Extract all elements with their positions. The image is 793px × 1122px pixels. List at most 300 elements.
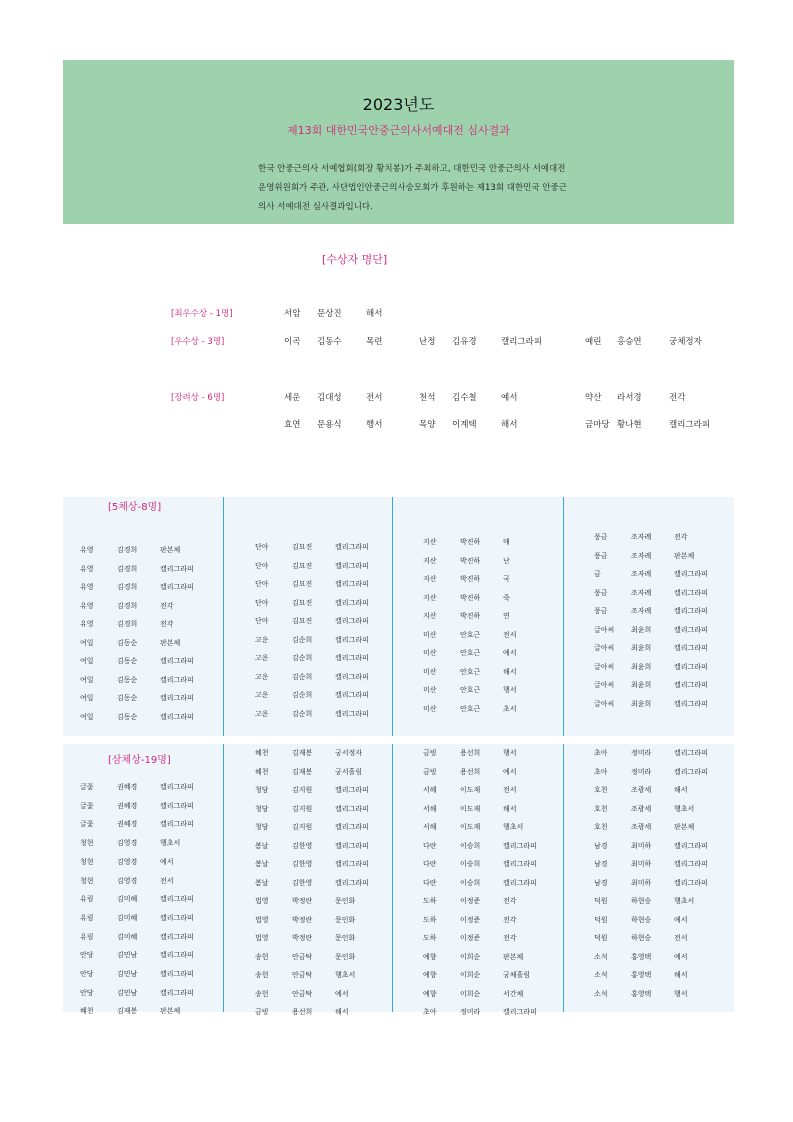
five-style-title: [5체상-8명] — [108, 502, 162, 513]
winner-name: 이희순 — [460, 971, 481, 979]
winner-name: 조자례 — [631, 551, 652, 560]
category: 전각 — [503, 934, 517, 942]
pen-name: 글꽃 — [80, 820, 94, 829]
winner-name: 조자례 — [631, 607, 652, 615]
category: 캘리그라피 — [335, 598, 369, 607]
pen-name: 혜천 — [255, 767, 269, 776]
pen-name: 글아씨 — [594, 625, 615, 634]
category: 서간체 — [503, 989, 524, 998]
award-label: [우수상 - 3명] — [171, 337, 225, 347]
category: 문인화 — [335, 915, 356, 924]
pen-name: 덕원 — [594, 934, 608, 942]
category: 행초서 — [674, 897, 695, 905]
category: 캘리그라피 — [674, 607, 708, 615]
category: 캘리그라피 — [674, 681, 708, 689]
category: 캘리그라피 — [160, 951, 194, 960]
pen-name: 금빙 — [423, 749, 437, 757]
pen-name: 도하 — [423, 934, 437, 942]
category: 해서 — [503, 667, 517, 676]
category: 행서 — [503, 686, 517, 694]
winner-name: 최미하 — [631, 860, 652, 868]
winner-name: 최미하 — [631, 878, 652, 887]
pen-name: 봄날 — [255, 878, 269, 887]
category: 캘리그라피 — [674, 662, 708, 671]
pen-name: 천석 — [419, 393, 436, 403]
category: 캘리그라피 — [335, 561, 369, 570]
intro-line: 운영위원회가 주관, 사단법인안중근의사숭모회가 후원하는 제13회 대한민국 안중근 — [258, 183, 567, 193]
category: 캘리그라피 — [674, 767, 708, 776]
pen-name: 남경 — [594, 841, 608, 850]
winner-name: 조광세 — [631, 786, 652, 794]
pen-name: 초아 — [594, 767, 608, 776]
category: 전각 — [503, 915, 517, 924]
category: 캘리그라피 — [160, 657, 194, 665]
category: 행초서 — [503, 823, 524, 831]
category: 죽 — [503, 593, 510, 602]
category: 캘리그라피 — [335, 860, 369, 868]
winner-name: 김동순 — [117, 694, 138, 702]
pen-name: 글아씨 — [594, 699, 615, 708]
winner-name: 이희순 — [460, 952, 481, 961]
category: 전각 — [674, 533, 688, 541]
winner-name: 조자례 — [631, 533, 652, 541]
pen-name: 유영 — [80, 546, 94, 554]
category: 전각 — [503, 897, 517, 905]
category: 해서 — [335, 1008, 349, 1016]
category: 캘리그라피 — [160, 970, 194, 978]
winner-name: 김한영 — [292, 878, 313, 887]
pen-name: 초아 — [423, 1008, 437, 1016]
pen-name: 다란 — [423, 841, 437, 850]
pen-name: 여일 — [80, 712, 94, 721]
pen-name: 약산 — [585, 393, 602, 403]
column-divider — [563, 744, 564, 1012]
category: 캘리그라피 — [501, 337, 543, 347]
winner-name: 이승희 — [460, 841, 481, 850]
category: 캘리그라피 — [674, 625, 708, 634]
pen-name: 봄날 — [255, 860, 269, 868]
winner-name: 김대성 — [317, 393, 342, 403]
category: 캘리그라피 — [335, 543, 369, 551]
pen-name: 봄날 — [255, 841, 269, 850]
winner-name: 이승희 — [460, 860, 481, 868]
category: 캘리그라피 — [335, 654, 369, 662]
pen-name: 초아 — [594, 749, 608, 757]
category: 판본체 — [160, 638, 181, 647]
winner-name: 안호근 — [460, 686, 481, 694]
category: 캘리그라피 — [674, 749, 708, 757]
category: 궁서흘림 — [335, 767, 363, 776]
category: 예서 — [674, 952, 688, 961]
winner-name: 김미혜 — [117, 895, 138, 904]
pen-name: 청담 — [255, 804, 269, 813]
pen-name: 유영 — [80, 564, 94, 573]
pen-name: 풍금 — [594, 607, 608, 615]
pen-name: 단아 — [255, 543, 269, 551]
category: 캘리그라피 — [160, 820, 194, 829]
category: 해서 — [674, 971, 688, 979]
winner-name: 김지원 — [292, 823, 313, 831]
winner-name: 최윤희 — [631, 681, 652, 689]
winner-name: 용선희 — [460, 767, 481, 776]
winner-name: 정미라 — [631, 749, 652, 757]
pen-name: 여일 — [80, 657, 94, 665]
category: 해서 — [503, 804, 517, 813]
pen-name: 호천 — [594, 786, 608, 794]
pen-name: 예향 — [423, 952, 437, 961]
pen-name: 소석 — [594, 971, 608, 979]
winner-name: 김영경 — [117, 839, 138, 848]
category: 전각 — [669, 393, 686, 403]
pen-name: 청현 — [80, 839, 94, 848]
category: 문인화 — [335, 934, 356, 942]
pen-name: 호천 — [594, 823, 608, 831]
award-label: [장려상 - 6명] — [171, 393, 225, 403]
pen-name: 청현 — [80, 876, 94, 885]
pen-name: 지산 — [423, 575, 437, 583]
pen-name: 덕원 — [594, 897, 608, 905]
pen-name: 지산 — [423, 538, 437, 546]
category: 캘리그라피 — [335, 878, 369, 887]
pen-name: 유림 — [80, 932, 94, 941]
pen-name: 유영 — [80, 583, 94, 591]
winner-name: 권혜경 — [117, 801, 138, 810]
winner-name: 안호근 — [460, 704, 481, 713]
category: 연 — [503, 612, 510, 620]
category: 행서 — [366, 420, 383, 430]
pen-name: 난정 — [419, 337, 436, 347]
winner-name: 김지원 — [292, 804, 313, 813]
column-divider — [392, 497, 393, 736]
award-label: [최우수상 - 1명] — [171, 309, 233, 319]
category: 행서 — [674, 989, 688, 998]
pen-name: 풍금 — [594, 588, 608, 597]
winner-name: 이희순 — [460, 989, 481, 998]
category: 해서 — [501, 420, 518, 430]
winner-name: 김수철 — [452, 393, 477, 403]
winner-name: 김경희 — [117, 601, 138, 610]
winner-name: 박정란 — [292, 915, 313, 924]
pen-name: 이곡 — [284, 337, 301, 347]
winner-name: 김재봉 — [292, 767, 313, 776]
winner-name: 김지원 — [292, 786, 313, 794]
winner-name: 조자례 — [631, 588, 652, 597]
winner-name: 김미혜 — [117, 913, 138, 922]
pen-name: 소석 — [594, 989, 608, 998]
pen-name: 안당 — [80, 988, 94, 997]
winner-name: 이정준 — [460, 934, 481, 942]
category: 전서 — [503, 786, 517, 794]
category: 전서 — [160, 876, 174, 885]
pen-name: 지산 — [423, 612, 437, 620]
winner-name: 이정준 — [460, 915, 481, 924]
category: 캘리그라피 — [674, 588, 708, 597]
category: 궁체정자 — [669, 337, 702, 347]
winner-name: 김동순 — [117, 712, 138, 721]
winner-name: 최윤희 — [631, 625, 652, 634]
winner-name: 홍영택 — [631, 952, 652, 961]
winner-name: 이도재 — [460, 823, 481, 831]
category: 캘리그라피 — [674, 878, 708, 887]
pen-name: 고운 — [255, 635, 269, 644]
pen-name: 효연 — [284, 420, 301, 430]
category: 캘리그라피 — [160, 913, 194, 922]
pen-name: 서해 — [423, 786, 437, 794]
category: 해서 — [674, 786, 688, 794]
winners-title: [수상자 명단] — [322, 253, 388, 266]
category: 문인화 — [335, 952, 356, 961]
pen-name: 송헌 — [255, 989, 269, 998]
winner-name: 하현승 — [631, 934, 652, 942]
winner-name: 김경희 — [117, 620, 138, 628]
pen-name: 고운 — [255, 709, 269, 718]
category: 캘리그라피 — [160, 801, 194, 810]
category: 초서 — [503, 704, 517, 713]
winner-name: 김동순 — [117, 657, 138, 665]
pen-name: 유림 — [80, 895, 94, 904]
category: 캘리그라피 — [335, 617, 369, 625]
winner-name: 홍영택 — [631, 971, 652, 979]
category: 판본체 — [160, 1007, 181, 1016]
winner-name: 김재봉 — [117, 1007, 138, 1016]
pen-name: 금빙 — [255, 1008, 269, 1016]
category: 판본체 — [503, 952, 524, 961]
header-banner — [63, 60, 734, 224]
pen-name: 금마당 — [585, 420, 610, 430]
pen-name: 예린 — [585, 337, 602, 347]
category: 행초서 — [674, 804, 695, 813]
pen-name: 고운 — [255, 672, 269, 681]
pen-name: 서암 — [284, 309, 301, 319]
intro-paragraph — [258, 160, 678, 217]
winner-name: 김영경 — [117, 876, 138, 885]
intro-line: 의사 서예대전 심사결과입니다. — [258, 202, 373, 212]
winner-name: 정미라 — [460, 1008, 481, 1016]
category: 캘리그라피 — [674, 841, 708, 850]
pen-name: 유영 — [80, 601, 94, 610]
winner-name: 김묘진 — [292, 543, 313, 551]
pen-name: 소석 — [594, 952, 608, 961]
category: 해서 — [366, 309, 383, 319]
winner-name: 권혜경 — [117, 783, 138, 791]
category: 캘리그라피 — [160, 783, 194, 791]
winner-name: 김민남 — [117, 988, 138, 997]
winner-name: 박진하 — [460, 538, 481, 546]
pen-name: 송헌 — [255, 971, 269, 979]
pen-name: 미산 — [423, 667, 437, 676]
winner-name: 황나현 — [617, 420, 642, 430]
winner-name: 최윤희 — [631, 699, 652, 708]
winner-name: 김묘진 — [292, 598, 313, 607]
category: 캘리그라피 — [160, 583, 194, 591]
winner-name: 조자례 — [631, 570, 652, 578]
pen-name: 예향 — [423, 971, 437, 979]
category: 예서 — [503, 649, 517, 657]
winner-name: 조광세 — [631, 823, 652, 831]
pen-name: 단아 — [255, 561, 269, 570]
winner-name: 문용식 — [317, 420, 342, 430]
category: 행초서 — [335, 971, 356, 979]
winner-name: 김순희 — [292, 635, 313, 644]
pen-name: 법영 — [255, 934, 269, 942]
category: 캘리그라피 — [335, 709, 369, 718]
pen-name: 덕원 — [594, 915, 608, 924]
winner-name: 이도재 — [460, 786, 481, 794]
category: 캘리그라피 — [160, 712, 194, 721]
pen-name: 서해 — [423, 823, 437, 831]
category: 전서 — [674, 934, 688, 942]
pen-name: 법영 — [255, 915, 269, 924]
category: 궁서정자 — [335, 749, 363, 757]
winner-name: 김묘진 — [292, 561, 313, 570]
winner-name: 김묘진 — [292, 617, 313, 625]
winner-name: 정미라 — [631, 767, 652, 776]
category: 캘리그라피 — [335, 672, 369, 681]
winner-name: 김경희 — [117, 564, 138, 573]
category: 캘리그라피 — [335, 580, 369, 588]
category: 캘리그라피 — [669, 420, 711, 430]
winner-name: 김한영 — [292, 860, 313, 868]
pen-name: 단아 — [255, 580, 269, 588]
category: 목련 — [366, 337, 383, 347]
category: 캘리그라피 — [674, 699, 708, 708]
category: 캘리그라피 — [160, 694, 194, 702]
pen-name: 남경 — [594, 878, 608, 887]
winner-name: 김순희 — [292, 672, 313, 681]
category: 캘리그라피 — [503, 841, 537, 850]
category: 예서 — [674, 915, 688, 924]
pen-name: 단아 — [255, 598, 269, 607]
column-divider — [223, 497, 224, 736]
winner-name: 박정란 — [292, 934, 313, 942]
pen-name: 고운 — [255, 654, 269, 662]
winner-name: 김재봉 — [292, 749, 313, 757]
winner-name: 안호근 — [460, 630, 481, 639]
category: 캘리그라피 — [674, 570, 708, 578]
category: 캘리그라피 — [503, 1008, 537, 1016]
pen-name: 유영 — [80, 620, 94, 628]
category: 캘리그라피 — [335, 804, 369, 813]
winner-name: 김한영 — [292, 841, 313, 850]
category: 행서 — [503, 749, 517, 757]
winner-name: 안금탁 — [292, 989, 313, 998]
pen-name: 혜천 — [255, 749, 269, 757]
column-divider — [563, 497, 564, 736]
column-divider — [223, 744, 224, 1012]
winner-name: 권혜경 — [117, 820, 138, 829]
winner-name: 김동순 — [117, 675, 138, 684]
three-style-title: [삼체상-19명] — [108, 755, 171, 766]
category: 캘리그라피 — [160, 895, 194, 904]
pen-name: 혜천 — [80, 1007, 94, 1016]
category: 궁체흘림 — [503, 971, 531, 979]
pen-name: 청담 — [255, 786, 269, 794]
category: 국 — [503, 575, 510, 583]
category: 캘리그라피 — [335, 841, 369, 850]
competition-title: 제13회 대한민국안중근의사서예대전 심사결과 — [287, 124, 510, 137]
winner-name: 최윤희 — [631, 662, 652, 671]
category: 캘리그라피 — [160, 988, 194, 997]
winner-name: 박진하 — [460, 556, 481, 565]
category: 캘리그라피 — [335, 691, 369, 699]
pen-name: 송헌 — [255, 952, 269, 961]
pen-name: 지산 — [423, 556, 437, 565]
winner-name: 안금탁 — [292, 952, 313, 961]
winner-name: 용선희 — [460, 749, 481, 757]
pen-name: 도하 — [423, 915, 437, 924]
pen-name: 서해 — [423, 804, 437, 813]
winner-name: 김순희 — [292, 654, 313, 662]
category: 판본체 — [674, 551, 695, 560]
winner-name: 김민남 — [117, 970, 138, 978]
winner-name: 안호근 — [460, 649, 481, 657]
category: 전각 — [160, 601, 174, 610]
category: 판본체 — [160, 546, 181, 554]
category: 예서 — [501, 393, 518, 403]
pen-name: 단아 — [255, 617, 269, 625]
winner-name: 박진하 — [460, 612, 481, 620]
winner-name: 이승희 — [460, 878, 481, 887]
category: 예서 — [335, 989, 349, 998]
winner-name: 김미혜 — [117, 932, 138, 941]
pen-name: 글꽃 — [80, 801, 94, 810]
category: 문인화 — [335, 897, 356, 905]
winner-name: 이계택 — [452, 420, 477, 430]
category: 예서 — [503, 767, 517, 776]
pen-name: 목양 — [419, 420, 436, 430]
pen-name: 안당 — [80, 970, 94, 978]
pen-name: 청담 — [255, 823, 269, 831]
pen-name: 지산 — [423, 593, 437, 602]
winner-name: 이도재 — [460, 804, 481, 813]
winner-name: 홍영택 — [631, 989, 652, 998]
pen-name: 금빙 — [423, 767, 437, 776]
pen-name: 여일 — [80, 675, 94, 684]
winner-name: 하현승 — [631, 915, 652, 924]
pen-name: 글아씨 — [594, 644, 615, 652]
pen-name: 고운 — [255, 691, 269, 699]
winner-name: 김유경 — [452, 337, 477, 347]
winner-name: 용선희 — [292, 1008, 313, 1016]
winner-name: 하현승 — [631, 897, 652, 905]
year-title: 2023년도 — [362, 95, 435, 114]
category: 전서 — [503, 630, 517, 639]
pen-name: 미산 — [423, 630, 437, 639]
pen-name: 미산 — [423, 686, 437, 694]
category: 캘리그라피 — [160, 932, 194, 941]
category: 캘리그라피 — [160, 564, 194, 573]
winner-name: 홍승연 — [617, 337, 642, 347]
winner-name: 김경희 — [117, 546, 138, 554]
pen-name: 유림 — [80, 913, 94, 922]
category: 캘리그라피 — [674, 644, 708, 652]
category: 예서 — [160, 857, 174, 866]
category: 난 — [503, 556, 510, 565]
pen-name: 호천 — [594, 804, 608, 813]
winner-name: 최미하 — [631, 841, 652, 850]
winner-name: 박정란 — [292, 897, 313, 905]
pen-name: 글아씨 — [594, 662, 615, 671]
winner-name: 이정준 — [460, 897, 481, 905]
category: 캘리그라피 — [160, 675, 194, 684]
winner-name: 김묘진 — [292, 580, 313, 588]
winner-name: 라서경 — [617, 393, 642, 403]
pen-name: 다란 — [423, 878, 437, 887]
pen-name: 풍금 — [594, 533, 608, 541]
category: 판본체 — [674, 823, 695, 831]
pen-name: 미산 — [423, 649, 437, 657]
pen-name: 예향 — [423, 989, 437, 998]
